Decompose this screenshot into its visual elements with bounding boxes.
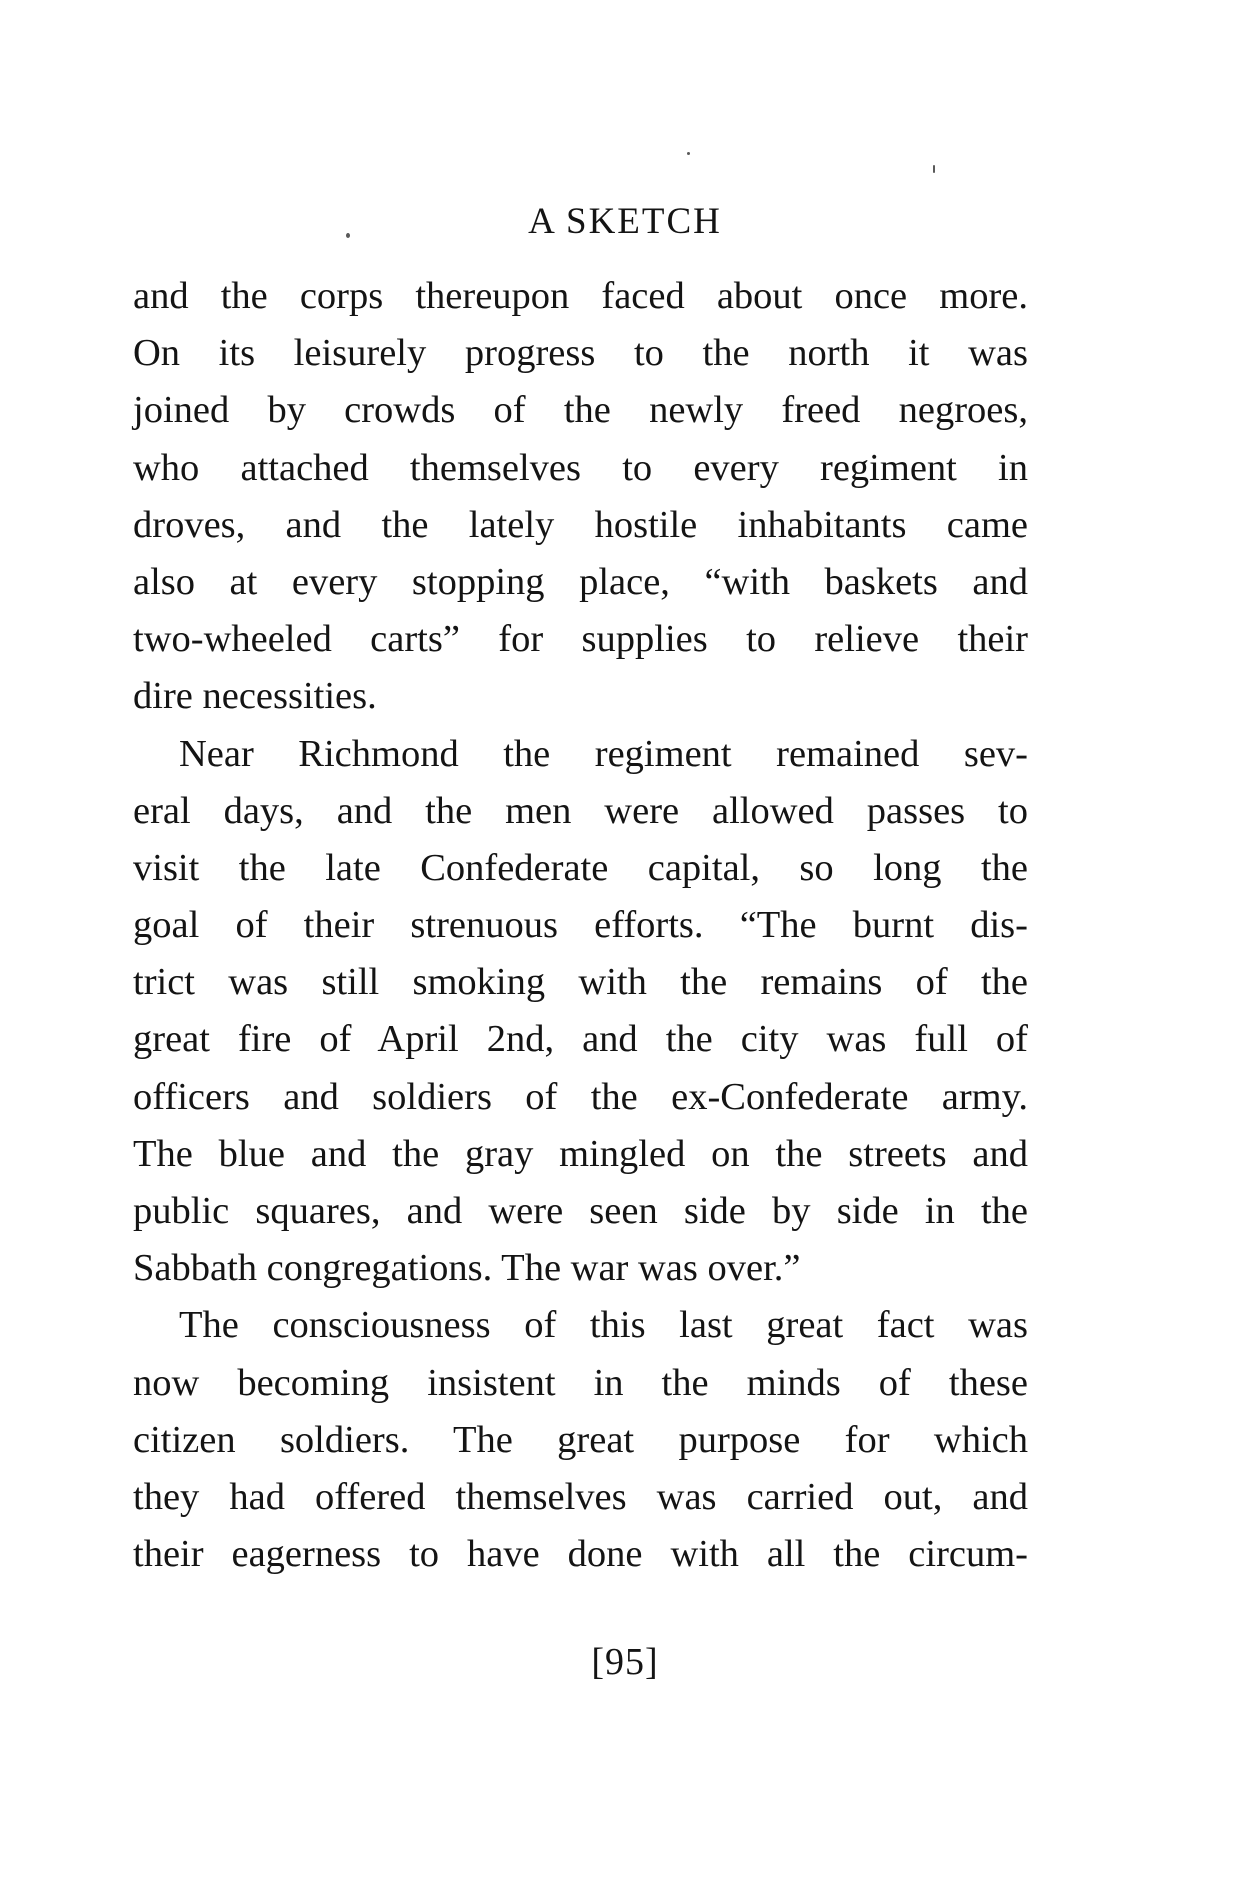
text-line: and the corps thereupon faced about once more. bbox=[133, 275, 1028, 317]
text-line: Sabbath congregations. The war was over.” bbox=[133, 1247, 801, 1290]
text-line: trict was still smoking with the remains of the bbox=[133, 961, 1028, 1004]
running-head: A SKETCH bbox=[528, 201, 722, 242]
paragraph-1 bbox=[133, 268, 1028, 726]
text-line: visit the late Confederate capital, so long the bbox=[133, 846, 1028, 889]
text-line: who attached themselves to every regiment in bbox=[133, 446, 1028, 489]
text-line: The blue and the gray mingled on the streets and bbox=[133, 1132, 1028, 1175]
text-line: eral days, and the men were allowed passes to bbox=[133, 789, 1028, 832]
text-line: Near Richmond the regiment remained sev- bbox=[179, 732, 1028, 775]
text-line: now becoming insistent in the minds of these bbox=[133, 1361, 1028, 1404]
page-number: [95] bbox=[591, 1641, 659, 1683]
text-line: joined by crowds of the newly freed negroes, bbox=[133, 389, 1028, 432]
text-line: dire necessities. bbox=[133, 675, 377, 718]
text-line: officers and soldiers of the ex-Confederate army. bbox=[133, 1075, 1028, 1118]
ink-speck bbox=[933, 165, 935, 173]
text-line: they had offered themselves was carried out, and bbox=[133, 1475, 1028, 1518]
text-line: The consciousness of this last great fact was bbox=[179, 1304, 1028, 1347]
ink-speck bbox=[687, 152, 690, 155]
paragraph-3 bbox=[133, 1297, 1028, 1583]
text-line: On its leisurely progress to the north it was bbox=[133, 332, 1028, 375]
text-line: also at every stopping place, “with baskets and bbox=[133, 560, 1028, 603]
text-line: their eagerness to have done with all the circum- bbox=[133, 1533, 1028, 1576]
paragraph-2 bbox=[133, 726, 1028, 1298]
text-line: public squares, and were seen side by side in the bbox=[133, 1190, 1028, 1232]
text-line: goal of their strenuous efforts. “The burnt dis- bbox=[133, 904, 1028, 947]
text-line: droves, and the lately hostile inhabitants came bbox=[133, 503, 1028, 546]
text-line: citizen soldiers. The great purpose for which bbox=[133, 1418, 1028, 1461]
body-text bbox=[133, 268, 1028, 1583]
text-line: two-wheeled carts” for supplies to relieve their bbox=[133, 618, 1028, 661]
text-line: great fire of April 2nd, and the city was full of bbox=[133, 1018, 1028, 1061]
